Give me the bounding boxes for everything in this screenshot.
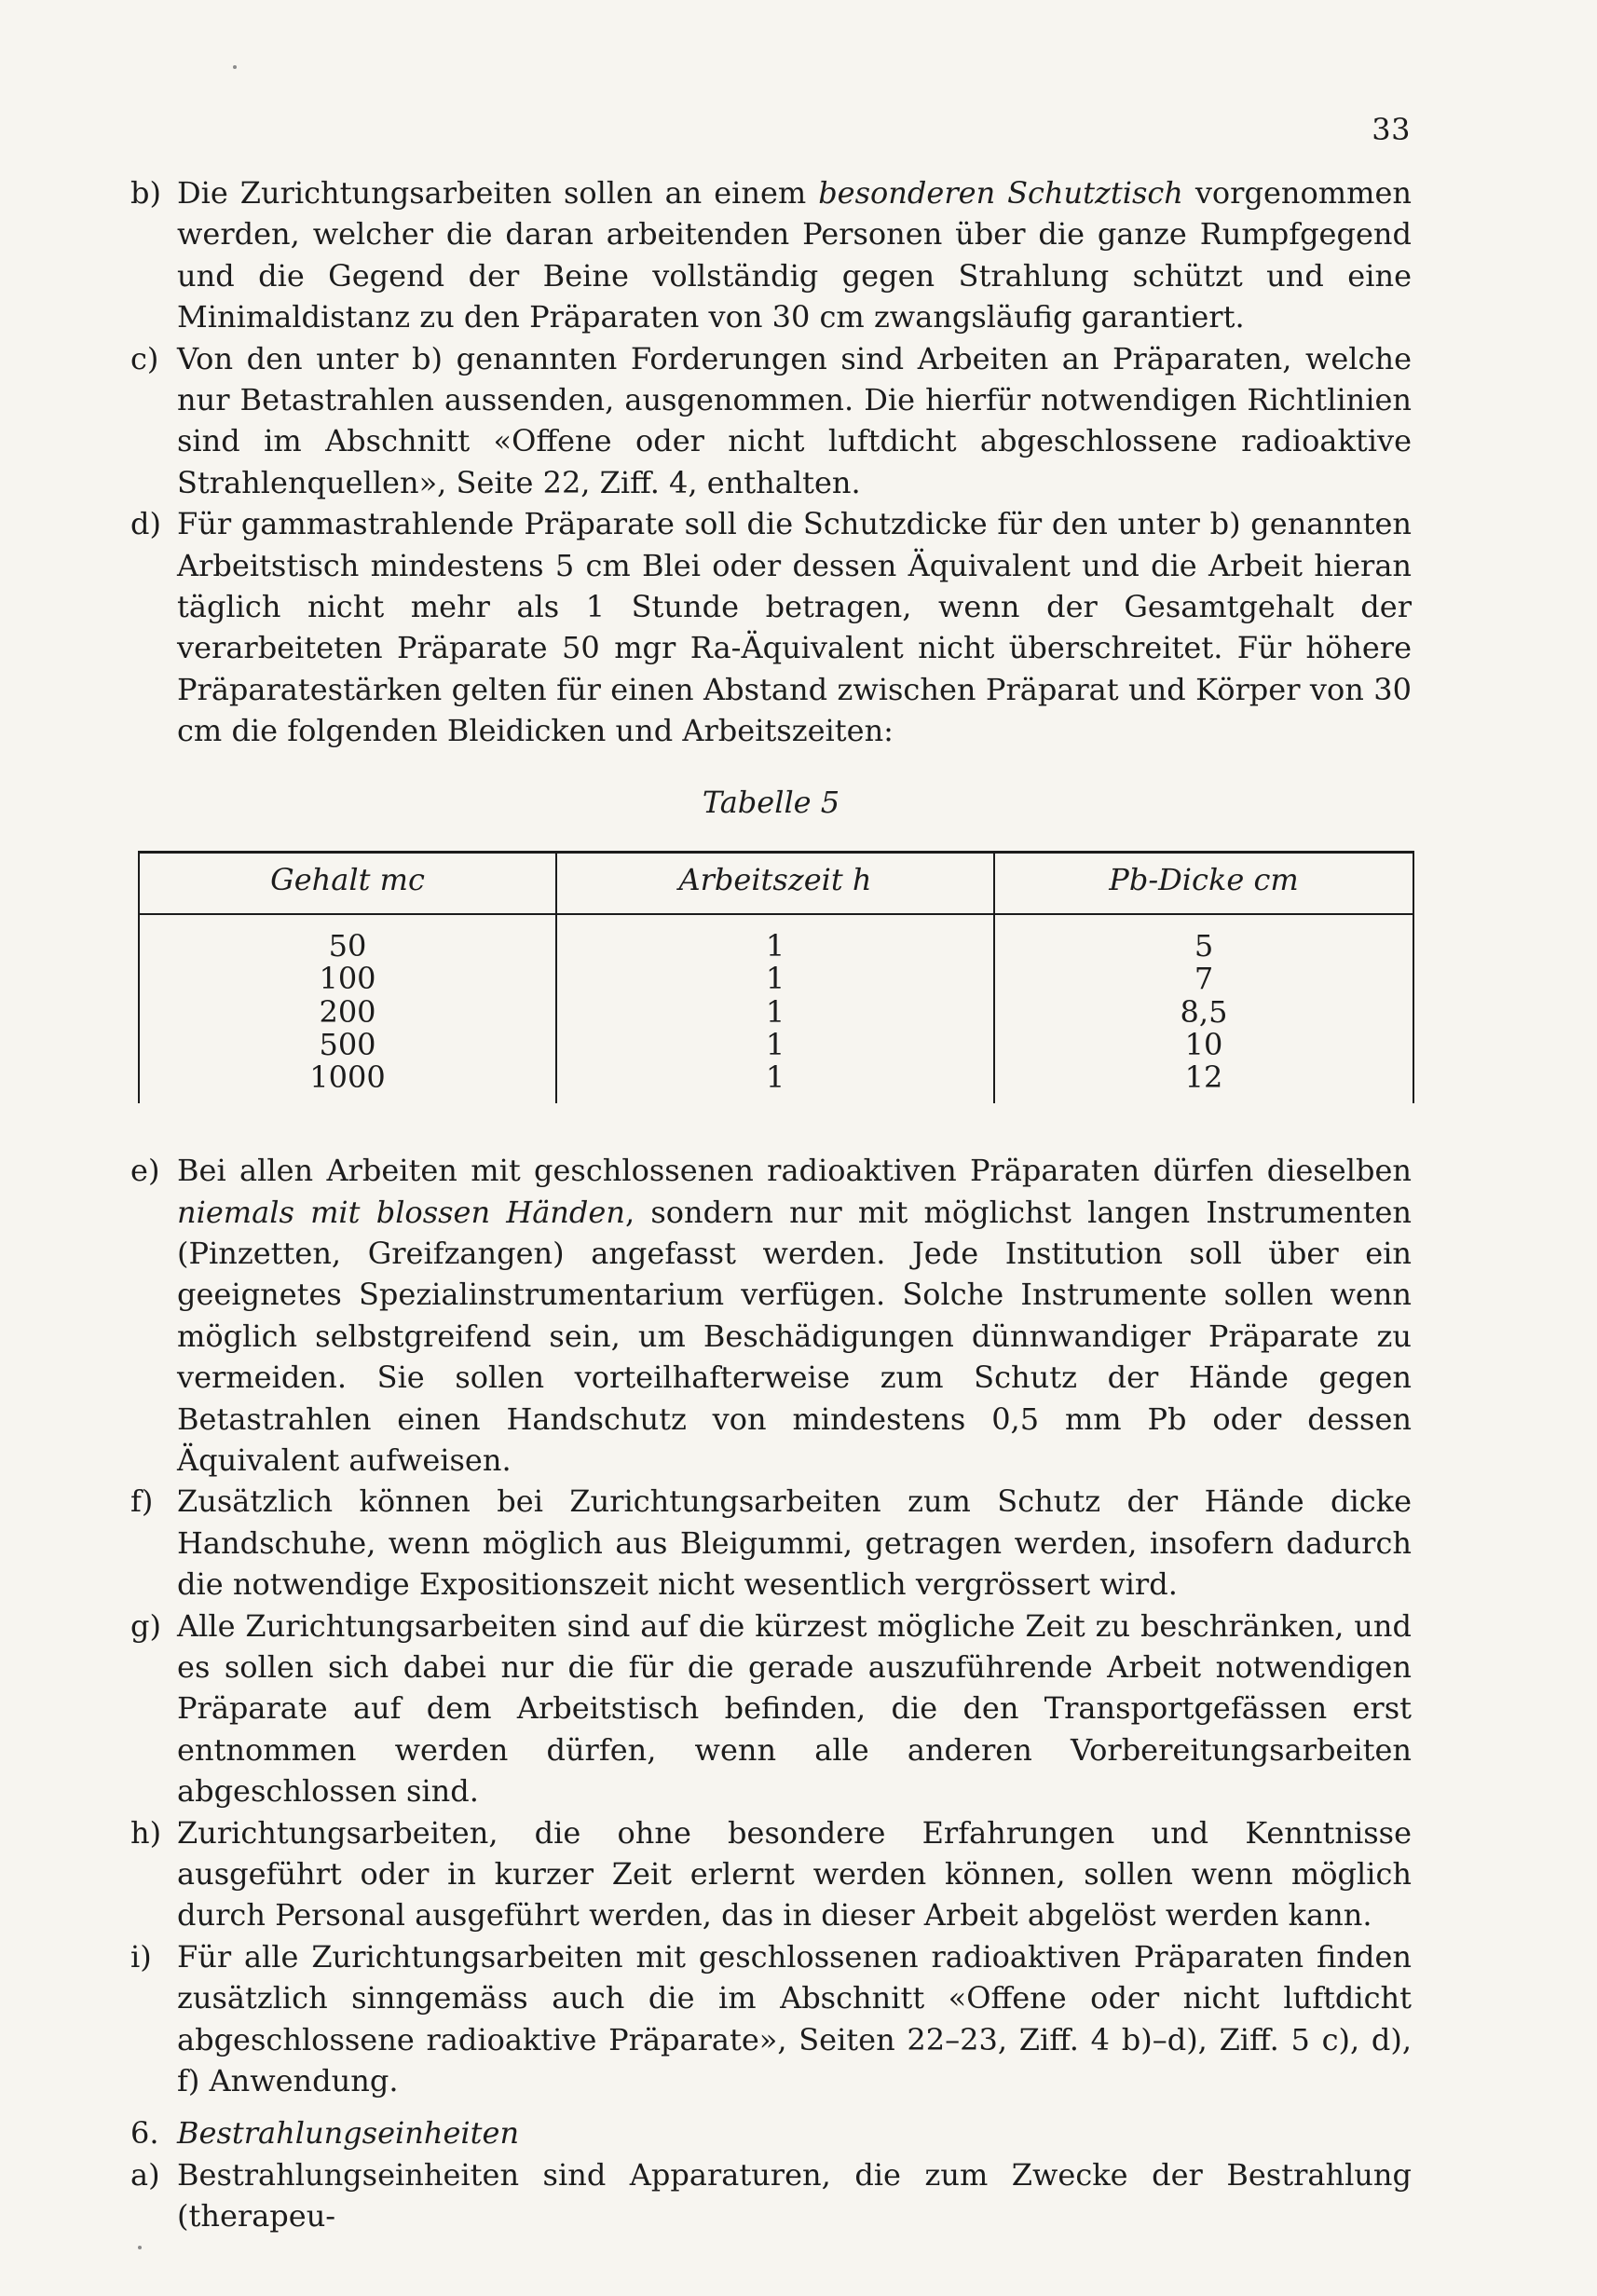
table-caption: Tabelle 5 [702,784,840,820]
item-text: Bei allen Arbeiten mit geschlossenen radioaktiven Präparaten dürfen dieselben niemals mit blossen Händen, sondern nur mit möglichst langen Instrumenten (Pinzetten, Greifzangen) angefasst werden. Jede Institution soll über ein geeignetes Spezialinstrumentarium verfügen. Solche Instrumente sollen wenn möglich selbstgreifend sein, um Beschädigungen dünnwandiger Präparate zu vermeiden. Sie sollen vorteilhafterweise zum Schutz der Hände gegen Betastrahlen einen Handschutz von mindestens 0,5 mm Pb oder dessen Äquivalent aufweisen. [177,1153,1413,1478]
table-cell: 50 [328,928,367,964]
item-label: a) [130,2156,160,2193]
table-cell: 100 [319,961,376,997]
table-cell: 1 [765,961,785,997]
item-label: h) [130,1814,162,1851]
table-cell: 1 [765,1026,785,1062]
table-cell: 1 [765,993,785,1030]
item-label: c) [130,340,159,376]
section-heading [130,2112,1412,2153]
list-item-i [130,1936,1412,2102]
table-cell: 1 [765,928,785,964]
list-item-d [130,503,1412,751]
item-label: d) [130,506,161,542]
list-item-f [130,1481,1412,1605]
table-body [138,915,1414,1103]
table-header-cell: Gehalt mc [138,854,555,913]
emphasis-text: besonderen Schutztisch [818,175,1183,211]
item-label: f) [130,1483,154,1520]
table-cell: 200 [319,993,376,1030]
table-cell: 10 [1184,1026,1223,1062]
table-column-arbeitszeit [555,915,993,1103]
item-text: Bestrahlungseinheiten sind Apparaturen, die zum Zwecke der Bestrahlung (therapeu- [177,2156,1412,2234]
table-cell: 8,5 [1180,993,1228,1030]
item-text: Zurichtungsarbeiten, die ohne besondere Erfahrungen und Kenntnisse ausgeführt oder in kurzer Zeit erlernt werden können, sollen wenn möglich durch Personal ausgeführt werden, das in dieser Arbeit abgelöst werden kann. [177,1814,1412,1934]
table-cell: 5 [1194,928,1214,964]
item-label: g) [130,1607,161,1644]
item-text: Für gammastrahlende Präparate soll die Schutzdicke für den unter b) genannten Arbeitstisch mindestens 5 cm Blei oder dessen Äquivalent und die Arbeit hieran täglich nicht mehr als 1 Stunde betragen, wenn der Gesamtgehalt der verarbeiteten Präparate 50 mgr Ra-Äquivalent nicht überschreitet. Für höhere Präparatestärken gelten für einen Abstand zwischen Präparat und Körper von 30 cm die folgenden Bleidicken und Arbeitszeiten: [177,506,1412,749]
page-number: 33 [1372,112,1411,147]
table-cell: 1 [765,1059,785,1095]
list-item-a [130,2154,1412,2237]
table-header-cell: Arbeitszeit h [555,854,993,913]
item-text: Die Zurichtungsarbeiten sollen an einem besonderen Schutztisch vorgenommen werden, welcher die daran arbeitenden Personen über die ganze Rumpfgegend und die Gegend der Beine vollständig gegen Strahlung schützt und eine Minimaldistanz zu den Präparaten von 30 cm zwangsläufig garantiert. [177,175,1413,335]
emphasis-text: niemals mit blossen Händen [177,1194,625,1230]
list-item-g [130,1606,1412,1812]
table-cell: 7 [1194,961,1214,997]
list-item-b [130,172,1412,338]
table-header [138,854,1414,915]
lower-items [130,1150,1412,2237]
item-label: i) [130,1938,152,1975]
section-title: Bestrahlungseinheiten [177,2115,520,2152]
paper-speck [138,2246,142,2249]
page-content [130,172,1412,2237]
data-table [138,851,1414,1103]
item-text: Alle Zurichtungsarbeiten sind auf die kürzest mögliche Zeit zu beschränken, und es sollen sich dabei nur die für die gerade auszuführende Arbeit notwendigen Präparate auf dem Arbeitstisch befinden, die den Transportgefässen erst entnommen werden dürfen, wenn alle anderen Vorbereitungsarbeiten abgeschlossen sind. [177,1607,1412,1810]
table-cell: 500 [319,1026,376,1062]
item-text: Für alle Zurichtungsarbeiten mit geschlossenen radioaktiven Präparaten finden zusätzlich sinngemäss auch die im Abschnitt «Offene oder nicht luftdicht abgeschlossene radioaktive Präparate», Seiten 22–23, Ziff. 4 b)–d), Ziff. 5 c), d), f) Anwendung. [177,1938,1412,2099]
section-number: 6. [130,2115,159,2152]
table-cell: 12 [1184,1059,1223,1095]
item-text: Von den unter b) genannten Forderungen sind Arbeiten an Präparaten, welche nur Betastrahlen aussenden, ausgenommen. Die hierfür notwendigen Richtlinien sind im Abschnitt «Offene oder nicht luftdicht abgeschlossene radioaktive Strahlenquellen», Seite 22, Ziff. 4, enthalten. [177,340,1412,500]
table-header-cell: Pb-Dicke cm [993,854,1414,913]
list-item-e [130,1150,1412,1481]
table-column-pb-dicke [993,915,1414,1103]
item-label: b) [130,175,161,211]
table-column-gehalt [138,915,555,1103]
paper-speck [233,65,237,69]
list-item-h [130,1812,1412,1936]
table-cell: 1000 [309,1059,386,1095]
item-label: e) [130,1153,160,1189]
list-item-c [130,338,1412,504]
item-text: Zusätzlich können bei Zurichtungsarbeiten zum Schutz der Hände dicke Handschuhe, wenn möglich aus Bleigummi, getragen werden, insofern dadurch die notwendige Expositionszeit nicht wesentlich vergrössert wird. [177,1483,1412,1603]
